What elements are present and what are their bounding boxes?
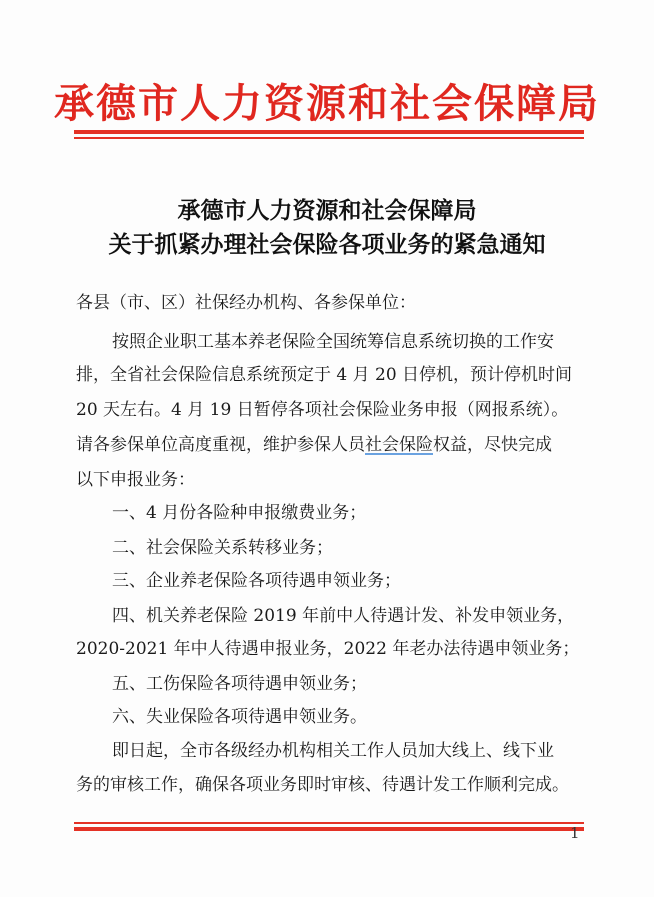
page-number: 1: [570, 824, 580, 842]
intro-line-5: 以下申报业务：: [76, 470, 195, 490]
list-item-3: 三、企业养老保险各项待遇申领业务；: [112, 571, 401, 591]
list-item-6: 六、失业保险各项待遇申领业务。: [112, 707, 367, 727]
closing-line-1: 即日起，全市各级经办机构相关工作人员加大线上、线下业: [112, 741, 554, 761]
letterhead-org-name: 承德市人力资源和社会保障局: [54, 80, 600, 127]
letterhead-rule-thin: [74, 137, 584, 139]
underlined-term: 社会保险: [365, 435, 433, 455]
closing-line-2: 务的审核工作，确保各项业务即时审核、待遇计发工作顺利完成。: [76, 775, 569, 795]
document-title-line1: 承德市人力资源和社会保障局: [177, 197, 477, 224]
footer-rule-thick: [74, 827, 584, 831]
list-item-4-line-1: 四、机关养老保险 2019 年前中人待遇计发、补发申领业务，: [112, 606, 575, 626]
intro-line-3: 20 天左右。4 月 19 日暂停各项社会保险业务申报（网报系统）。: [76, 400, 569, 420]
intro-line-1: 按照企业职工基本养老保险全国统筹信息系统切换的工作安: [112, 332, 554, 352]
document-title-line2: 关于抓紧办理社会保险各项业务的紧急通知: [108, 231, 546, 258]
list-item-2: 二、社会保险关系转移业务；: [112, 538, 333, 558]
intro-line-2: 排，全省社会保险信息系统预定于 4 月 20 日停机，预计停机时间: [76, 365, 573, 385]
intro-line-4: [76, 430, 552, 460]
intro-line-4-start: 请各参保单位高度重视，维护参保人员: [76, 435, 365, 455]
list-item-4-line-2: 2020-2021 年中人待遇申报业务，2022 年老办法待遇申领业务；: [76, 639, 580, 659]
salutation: 各县（市、区）社保经办机构、各参保单位：: [76, 293, 416, 313]
footer-rule-thin: [74, 822, 584, 824]
letterhead-rule-thick: [74, 130, 584, 134]
intro-line-4-end: 权益，尽快完成: [433, 435, 552, 455]
list-item-5: 五、工伤保险各项待遇申领业务；: [112, 674, 367, 694]
list-item-1: 一、4 月份各险种申报缴费业务；: [112, 503, 367, 523]
